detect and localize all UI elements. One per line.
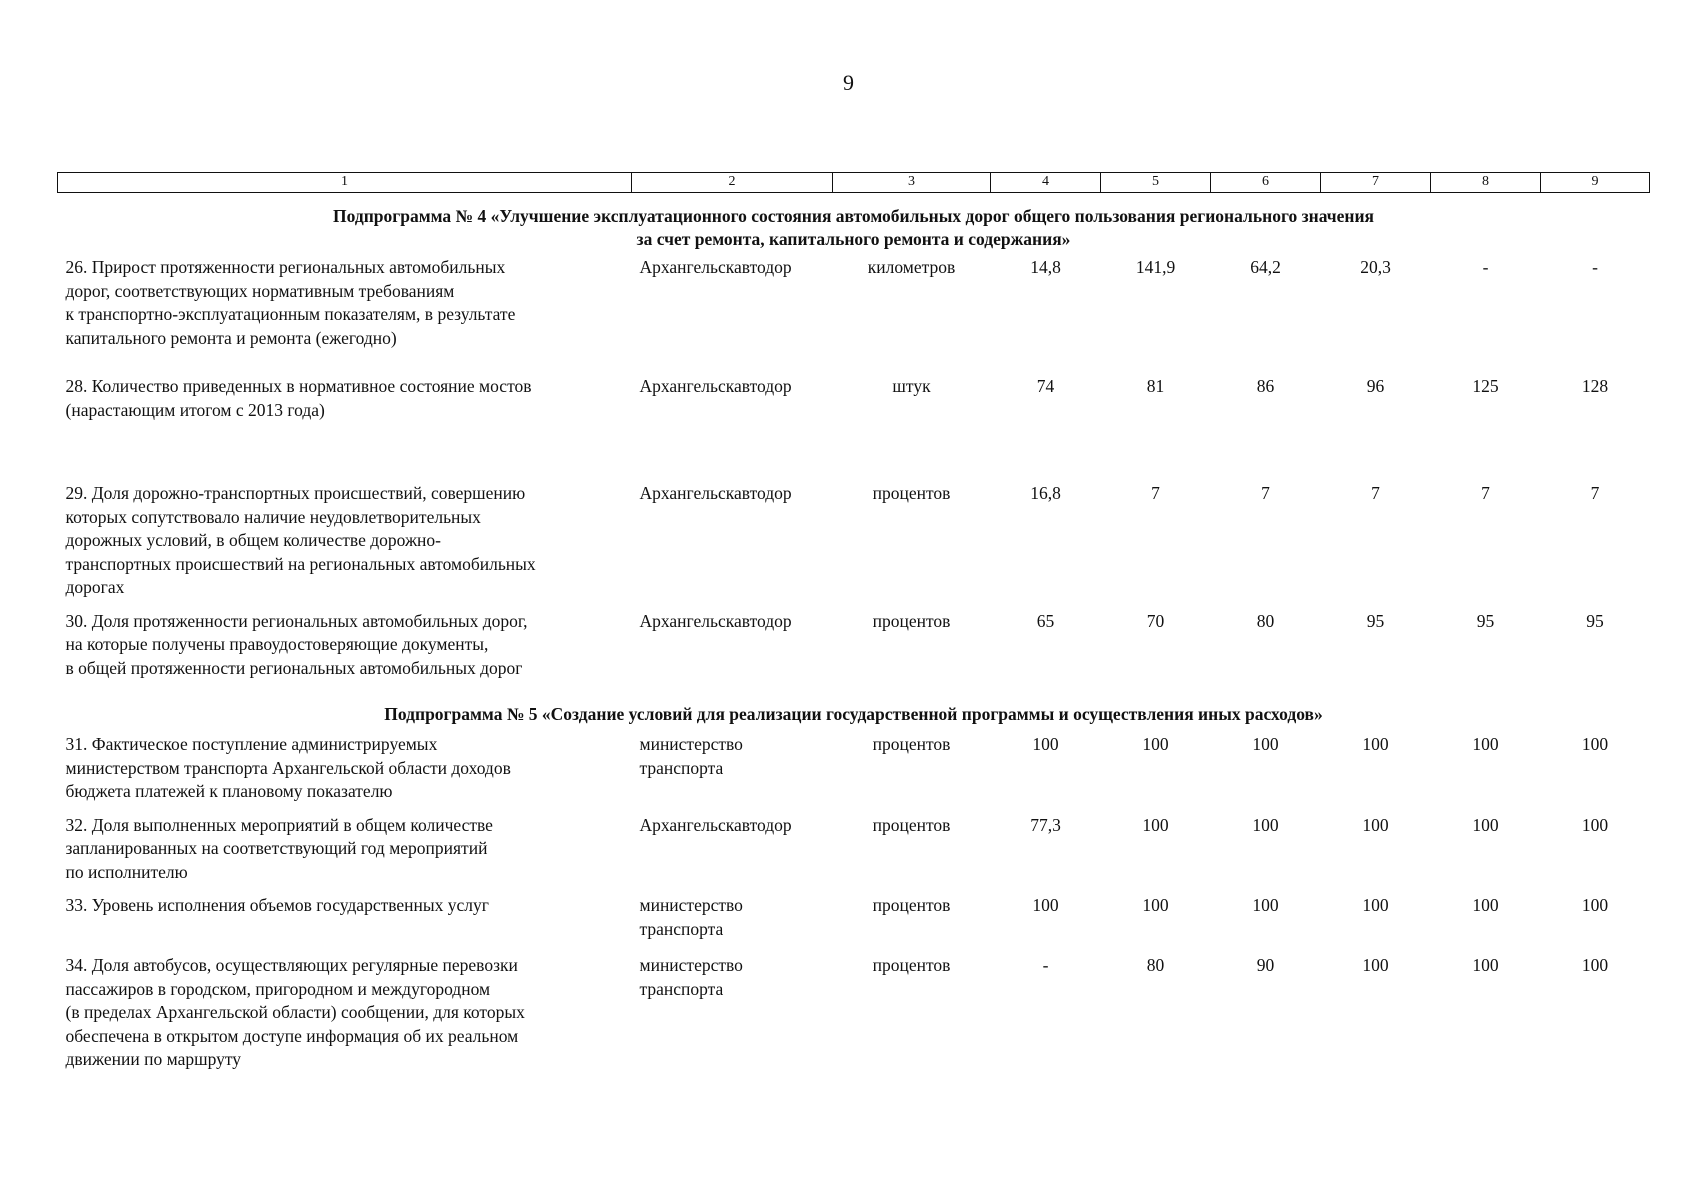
indicator-value: 7 xyxy=(1151,483,1160,503)
indicator-value: 20,3 xyxy=(1360,257,1391,277)
indicator-value: 100 xyxy=(1032,895,1059,915)
indicator-value: 100 xyxy=(1472,955,1499,975)
indicator-value: 125 xyxy=(1472,376,1499,396)
indicator-name-line: (в пределах Архангельской области) сообщении, для которых xyxy=(65,1002,525,1022)
indicator-value: 86 xyxy=(1256,376,1275,396)
indicator-executor-line: транспорта xyxy=(639,918,724,939)
indicator-executor xyxy=(632,814,833,895)
indicator-name xyxy=(58,375,632,482)
indicator-value: 100 xyxy=(1142,814,1169,835)
indicator-name-line: бюджета платежей к плановому показателю xyxy=(65,781,393,801)
column-number: 6 xyxy=(1211,173,1321,193)
subprogram-title-line: за счет ремонта, капитального ремонта и содержания» xyxy=(636,229,1071,249)
table-body xyxy=(58,193,1650,1088)
indicator-value: 95 xyxy=(1476,610,1495,631)
subprogram-title-line: Подпрограмма № 5 «Создание условий для реализации государственной программы и осуществления иных расходов» xyxy=(384,704,1323,724)
indicator-value: 100 xyxy=(1142,734,1169,754)
indicator-name-line: пассажиров в городском, пригородном и междугородном xyxy=(65,978,491,999)
indicator-executor xyxy=(632,954,833,1088)
indicator-executor-line: министерство xyxy=(639,955,743,975)
column-number: 1 xyxy=(58,173,632,193)
indicator-executor xyxy=(632,482,833,610)
indicator-row xyxy=(58,256,1650,375)
indicator-value: 100 xyxy=(1252,734,1279,754)
column-number: 2 xyxy=(632,173,833,193)
indicator-executor xyxy=(632,894,833,954)
indicator-value: 81 xyxy=(1146,376,1165,396)
indicator-name xyxy=(58,482,632,610)
indicator-name-line: 26. Прирост протяженности региональных автомобильных xyxy=(65,257,506,277)
indicator-row xyxy=(58,733,1650,814)
indicators-table xyxy=(57,172,1650,1088)
indicator-row xyxy=(58,482,1650,610)
column-number: 9 xyxy=(1541,173,1650,193)
indicator-name xyxy=(58,256,632,375)
indicator-row xyxy=(58,610,1650,693)
indicator-value: 100 xyxy=(1581,814,1609,835)
indicator-name-line: по исполнителю xyxy=(65,861,188,882)
indicator-row xyxy=(58,954,1650,1088)
indicator-name-line: (нарастающим итогом с 2013 года) xyxy=(65,399,325,420)
indicator-value: 80 xyxy=(1146,955,1165,975)
indicator-name xyxy=(58,610,632,693)
indicator-name-line: 32. Доля выполненных мероприятий в общем количестве xyxy=(65,814,493,835)
indicator-name-line: 30. Доля протяженности региональных автомобильных дорог, xyxy=(65,610,528,631)
indicator-value: 96 xyxy=(1366,376,1385,396)
indicator-name-line: 34. Доля автобусов, осуществляющих регулярные перевозки xyxy=(65,955,518,975)
indicator-name xyxy=(58,733,632,814)
subprogram-heading-row xyxy=(58,692,1650,733)
indicator-executor-line: Архангельскавтодор xyxy=(639,483,792,503)
indicator-name xyxy=(58,814,632,895)
indicator-unit: штук xyxy=(892,376,931,396)
indicator-row xyxy=(58,894,1650,954)
indicator-row xyxy=(58,814,1650,895)
indicator-value: 100 xyxy=(1252,895,1279,915)
indicator-value: 16,8 xyxy=(1030,483,1061,503)
indicator-unit: процентов xyxy=(872,955,951,975)
indicator-value: - xyxy=(1042,955,1049,975)
indicator-name-line: 31. Фактическое поступление администрируемых xyxy=(65,734,438,754)
indicator-value: 100 xyxy=(1362,895,1389,915)
indicator-name-line: запланированных на соответствующий год мероприятий xyxy=(65,838,488,858)
column-number: 5 xyxy=(1101,173,1211,193)
indicator-value: 100 xyxy=(1581,734,1609,754)
subprogram-title xyxy=(58,692,1650,733)
indicator-name-line: на которые получены правоудостоверяющие документы, xyxy=(65,634,489,654)
indicator-name-line: обеспечена в открытом доступе информация об их реальном xyxy=(65,1025,519,1046)
indicator-value: 7 xyxy=(1590,483,1600,503)
indicator-name-line: 33. Уровень исполнения объемов государственных услуг xyxy=(65,895,489,915)
indicator-row xyxy=(58,375,1650,482)
indicator-executor xyxy=(632,256,833,375)
subprogram-title-line: Подпрограмма № 4 «Улучшение эксплуатационного состояния автомобильных дорог общего пользования регионального значения xyxy=(332,206,1375,226)
indicator-name-line: в общей протяженности региональных автомобильных дорог xyxy=(65,657,523,678)
indicator-executor-line: Архангельскавтодор xyxy=(639,814,792,835)
indicator-value: 100 xyxy=(1472,814,1499,835)
indicator-name-line: которых сопутствовало наличие неудовлетворительных xyxy=(65,506,481,527)
column-number: 8 xyxy=(1431,173,1541,193)
indicator-executor-line: Архангельскавтодор xyxy=(639,257,792,277)
column-number-row xyxy=(58,173,1650,193)
indicator-value: 100 xyxy=(1362,955,1389,975)
indicator-executor-line: Архангельскавтодор xyxy=(639,376,792,396)
indicator-unit: километров xyxy=(867,257,956,277)
indicator-executor-line: транспорта xyxy=(639,978,724,999)
indicator-executor-line: транспорта xyxy=(639,757,724,778)
indicator-value: - xyxy=(1592,257,1598,277)
indicator-value: 100 xyxy=(1362,814,1389,835)
column-number: 7 xyxy=(1321,173,1431,193)
column-number: 3 xyxy=(833,173,991,193)
indicator-name-line: транспортных происшествий на региональных автомобильных xyxy=(65,553,536,574)
indicator-value: 80 xyxy=(1256,610,1275,631)
indicator-value: 141,9 xyxy=(1135,257,1176,277)
indicator-value: 100 xyxy=(1032,734,1059,754)
indicator-name-line: капитального ремонта и ремонта (ежегодно) xyxy=(65,327,397,348)
column-number: 4 xyxy=(991,173,1101,193)
indicator-executor-line: министерство xyxy=(639,734,743,754)
indicator-value: - xyxy=(1482,257,1489,277)
indicator-value: 100 xyxy=(1581,955,1609,975)
indicator-name-line: дорожных условий, в общем количестве дорожно- xyxy=(65,530,441,550)
indicator-value: 7 xyxy=(1371,483,1380,503)
indicator-executor xyxy=(632,610,833,693)
indicator-value: 70 xyxy=(1146,610,1165,631)
indicator-value: 65 xyxy=(1036,610,1055,631)
indicator-executor-line: Архангельскавтодор xyxy=(639,610,792,631)
indicator-value: 95 xyxy=(1586,610,1604,631)
subprogram-heading-row xyxy=(58,193,1650,257)
indicator-value: 100 xyxy=(1472,895,1499,915)
indicator-unit: процентов xyxy=(872,610,951,631)
indicator-value: 95 xyxy=(1366,610,1385,631)
indicator-value: 100 xyxy=(1472,734,1499,754)
indicator-unit: процентов xyxy=(872,895,951,915)
indicator-unit: процентов xyxy=(872,483,951,503)
indicator-name-line: дорог, соответствующих нормативным требованиям xyxy=(65,280,455,301)
indicator-value: 100 xyxy=(1252,814,1279,835)
indicator-name-line: 29. Доля дорожно-транспортных происшествий, совершению xyxy=(65,483,526,503)
indicator-value: 7 xyxy=(1481,483,1490,503)
indicator-value: 74 xyxy=(1036,376,1055,396)
indicator-executor xyxy=(632,733,833,814)
indicator-name xyxy=(58,894,632,954)
indicator-value: 90 xyxy=(1256,955,1275,975)
indicator-unit: процентов xyxy=(872,814,951,835)
indicator-value: 7 xyxy=(1261,483,1270,503)
indicator-value: 64,2 xyxy=(1250,257,1281,277)
indicator-value: 100 xyxy=(1142,895,1169,915)
indicator-value: 77,3 xyxy=(1030,814,1061,835)
indicator-name-line: дорогах xyxy=(65,577,125,597)
indicator-name xyxy=(58,954,632,1088)
indicator-name-line: 28. Количество приведенных в нормативное состояние мостов xyxy=(65,376,532,396)
indicator-executor xyxy=(632,375,833,482)
indicator-name-line: к транспортно-эксплуатационным показателям, в результате xyxy=(65,304,516,324)
indicator-value: 14,8 xyxy=(1030,257,1061,277)
page-number: 9 xyxy=(843,70,854,95)
indicator-value: 100 xyxy=(1362,734,1389,754)
subprogram-title xyxy=(58,193,1650,257)
indicator-value: 128 xyxy=(1581,376,1609,396)
indicator-value: 100 xyxy=(1581,895,1609,915)
indicator-name-line: движении по маршруту xyxy=(65,1049,242,1069)
indicator-executor-line: министерство xyxy=(639,895,743,915)
indicator-name-line: министерством транспорта Архангельской области доходов xyxy=(65,757,511,778)
indicator-unit: процентов xyxy=(872,734,951,754)
